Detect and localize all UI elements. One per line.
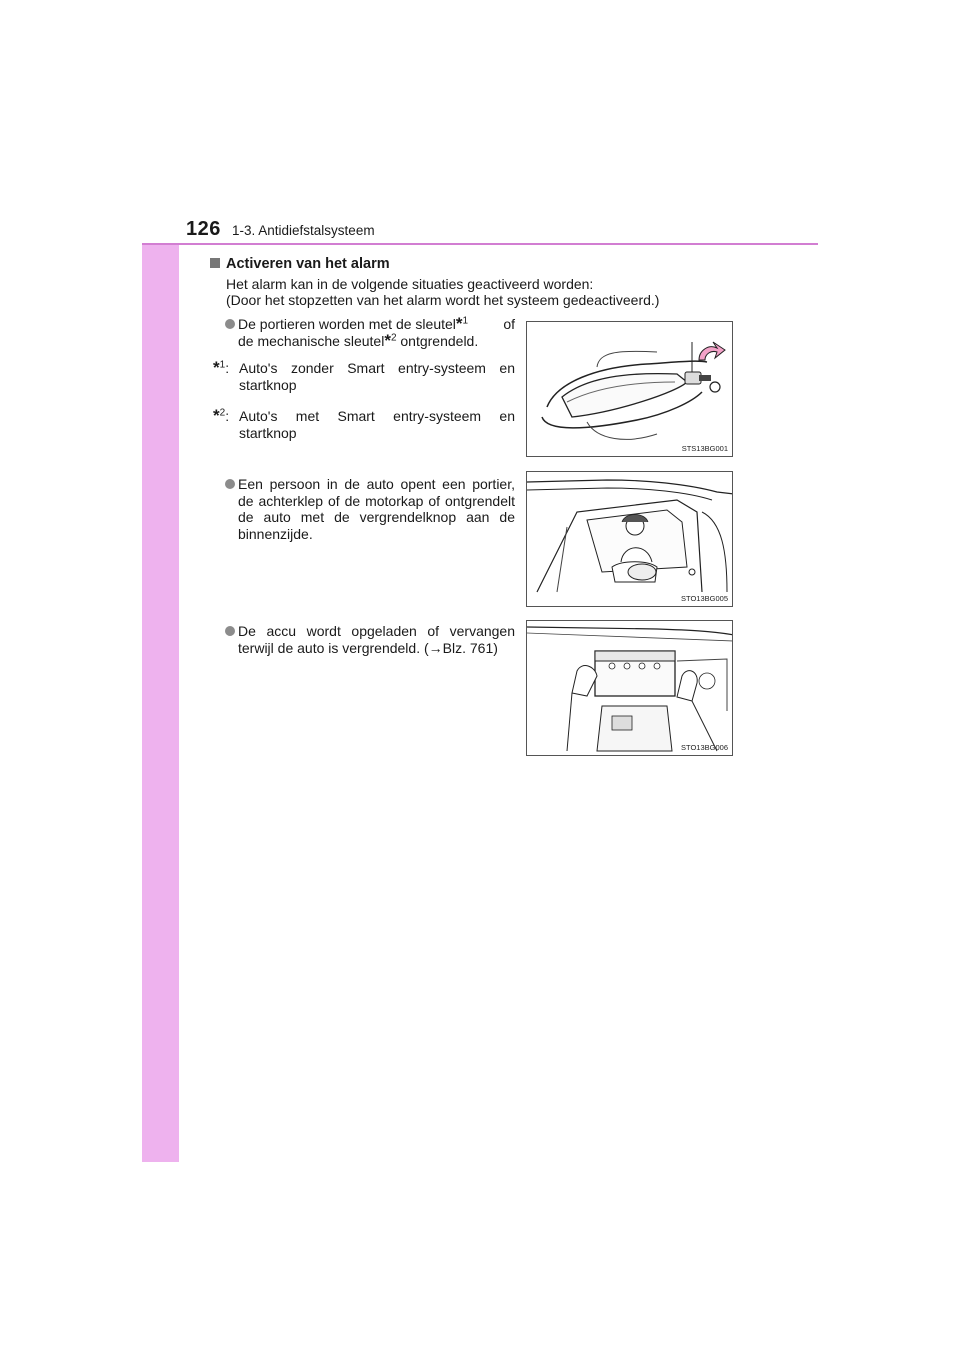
asterisk-marker: * — [213, 406, 220, 425]
bullet-text-part: ontgrendeld. — [396, 332, 479, 349]
footnote-num: 1 — [219, 359, 226, 371]
square-bullet-icon — [210, 258, 220, 268]
footnote-num: 2 — [219, 407, 226, 419]
bullet-text-part: de mechanische sleutel — [238, 332, 385, 349]
figure-battery — [526, 620, 733, 756]
footnote-ref-2: 2 — [390, 331, 397, 343]
bullet-text: De accu wordt opgeladen of vervangen terwijl de auto is vergrendeld. (→Blz. 761) — [238, 623, 515, 656]
intro-line-2: (Door het stopzetten van het alarm wordt het systeem gedeactiveerd.) — [226, 292, 660, 308]
asterisk-marker: * — [455, 314, 463, 333]
asterisk-marker: * — [213, 358, 220, 377]
intro-line-1: Het alarm kan in de volgende situaties geactiveerd worden: — [226, 276, 594, 292]
asterisk-marker: * — [384, 330, 391, 350]
section-heading-text: Activeren van het alarm — [226, 256, 390, 272]
section-heading — [210, 256, 390, 272]
bullet-text: Een persoon in de auto opent een portier, de achterklep of de motorkap of ontgrendelt de auto met de vergrendelknop aan de binnenzijde. — [238, 476, 515, 542]
bullet-text-part: of — [503, 316, 515, 332]
footnote-text: Auto's met Smart entry-systeem en startknop — [239, 408, 515, 441]
header-rule — [142, 243, 818, 245]
figure-code: STO13BG005 — [681, 594, 728, 603]
page-number: 126 — [186, 218, 221, 240]
figure-code: STO13BG006 — [681, 743, 728, 752]
chapter-title: 1-3. Antidiefstalsysteem — [232, 223, 375, 238]
footnote-marker: *$^1$: — [213, 358, 230, 377]
bullet-text — [238, 316, 515, 349]
figure-door-handle — [526, 321, 733, 457]
person-in-car-icon — [527, 472, 733, 607]
side-tab — [142, 196, 179, 1162]
bullet-door-unlock — [225, 316, 515, 349]
bullet-dot-icon — [225, 626, 235, 636]
bullet-battery — [225, 623, 515, 656]
bullet-person-inside — [225, 476, 515, 542]
rotate-arrow-icon — [699, 342, 725, 360]
door-handle-key-icon — [527, 322, 733, 457]
bullet-dot-icon — [225, 479, 235, 489]
figure-person-in-car — [526, 471, 733, 607]
bullet-dot-icon — [225, 319, 235, 329]
footnote-text: Auto's zonder Smart entry-systeem en startknop — [239, 360, 515, 393]
bullet-text-part: De portieren worden met de sleutel — [238, 316, 456, 332]
footnote-2 — [213, 408, 515, 442]
footnote-marker: *$^2$: — [213, 406, 230, 425]
battery-replacement-icon — [527, 621, 733, 756]
footnote-ref-1: 1 — [462, 315, 469, 327]
figure-code: STS13BG001 — [681, 444, 728, 453]
footnote-1 — [213, 360, 515, 394]
